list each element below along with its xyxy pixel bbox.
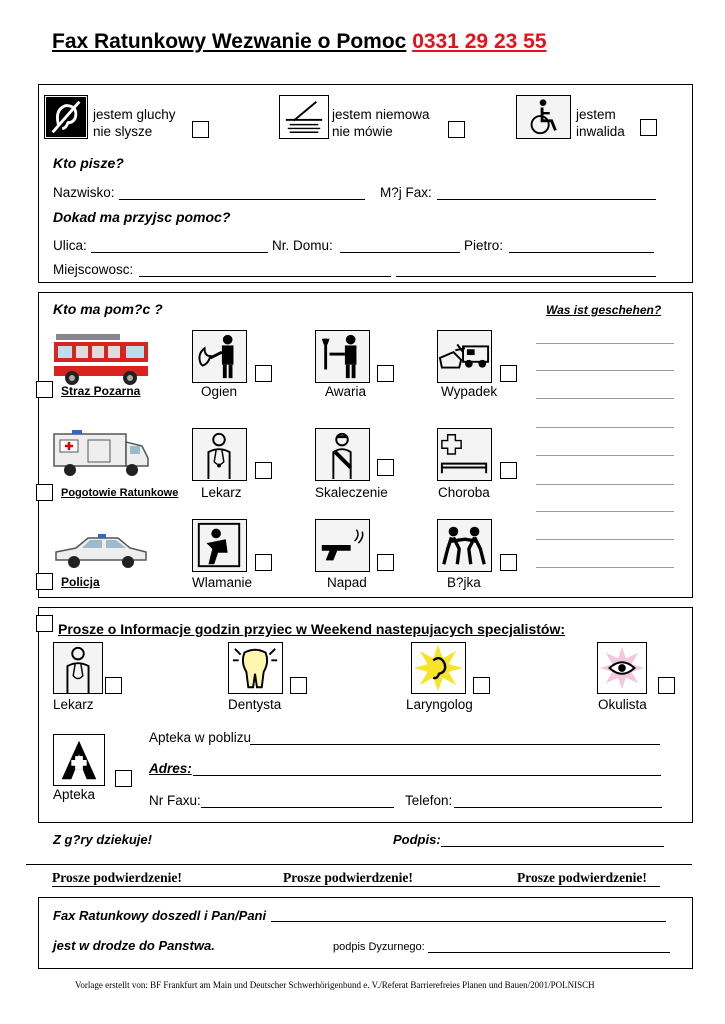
- city-field[interactable]: [139, 276, 391, 277]
- doctor-checkbox[interactable]: [255, 462, 272, 479]
- breakdown-icon: [315, 330, 370, 383]
- accident-icon: [437, 330, 492, 383]
- illness-icon: [437, 428, 492, 481]
- deaf-checkbox[interactable]: [192, 121, 209, 138]
- fire-icon: [192, 330, 247, 383]
- confirm-label-2: Prosze podwierdzenie!: [283, 870, 413, 885]
- street-label: Ulica:: [53, 238, 87, 253]
- fax-number-field[interactable]: [201, 807, 394, 808]
- fire-event-checkbox[interactable]: [255, 365, 272, 382]
- phone-label: Telefon:: [405, 793, 453, 808]
- mute-checkbox[interactable]: [448, 121, 465, 138]
- received-name-field[interactable]: [271, 921, 666, 922]
- eye-doctor-checkbox[interactable]: [658, 677, 675, 694]
- fight-icon: [437, 519, 492, 572]
- pharmacy-icon: [53, 734, 105, 786]
- police-checkbox[interactable]: [36, 573, 53, 590]
- dentist-label: Dentysta: [228, 697, 282, 712]
- divider: [26, 864, 692, 865]
- city-field-2[interactable]: [396, 276, 656, 277]
- house-field[interactable]: [340, 252, 460, 253]
- illness-checkbox[interactable]: [500, 462, 517, 479]
- accident-label: Wypadek: [441, 384, 498, 399]
- injury-checkbox[interactable]: [377, 459, 394, 476]
- address-label: Adres:: [149, 761, 192, 776]
- eye-doctor-icon: [597, 642, 647, 694]
- city-label: Miejscowosc:: [53, 262, 134, 277]
- deaf-label-1: jestem gluchy: [93, 107, 176, 122]
- answer-line[interactable]: [536, 427, 674, 428]
- robbery-icon: [315, 519, 370, 572]
- floor-label: Pietro:: [464, 238, 504, 253]
- fire-label: Straz Pozarna: [61, 384, 141, 398]
- deaf-label-2: nie slysze: [93, 124, 153, 139]
- answer-line[interactable]: [536, 484, 674, 485]
- breakdown-label: Awaria: [325, 384, 367, 399]
- dispatcher-field[interactable]: [428, 952, 670, 953]
- dentist-icon: [228, 642, 283, 694]
- ambulance-checkbox[interactable]: [36, 484, 53, 501]
- wheelchair-icon: [516, 95, 571, 139]
- answer-line[interactable]: [536, 398, 674, 399]
- mute-label-1: jestem niemowa: [332, 107, 430, 122]
- ent-icon: [411, 642, 466, 694]
- where-heading: Dokad ma przyjsc pomoc?: [53, 209, 231, 225]
- ambulance-icon: [52, 428, 150, 480]
- dispatcher-label: podpis Dyzurnego:: [333, 941, 425, 953]
- robbery-checkbox[interactable]: [377, 554, 394, 571]
- accident-checkbox[interactable]: [500, 365, 517, 382]
- surname-label: Nazwisko:: [53, 185, 115, 200]
- answer-line[interactable]: [536, 370, 674, 371]
- pharmacy-near-label: Apteka w poblizu: [149, 730, 252, 745]
- confirm-label-1: Prosze podwierdzenie!: [52, 870, 182, 885]
- weekend-info-heading: Prosze o Informacje godzin przyiec w Weekend nastepujacych specjalistów:: [58, 621, 566, 637]
- signature-field[interactable]: [441, 846, 664, 847]
- dentist-checkbox[interactable]: [290, 677, 307, 694]
- police-car-icon: [52, 530, 150, 572]
- address-field[interactable]: [193, 775, 661, 776]
- who-heading: Kto pisze?: [53, 155, 124, 171]
- illness-label: Choroba: [438, 485, 490, 500]
- disabled-label-1: jestem: [576, 107, 616, 122]
- pharmacy-near-field[interactable]: [250, 744, 660, 745]
- police-label: Policja: [61, 575, 100, 589]
- answer-line[interactable]: [536, 511, 674, 512]
- fire-item-label: Ogien: [201, 384, 238, 399]
- footer-note: Vorlage erstellt von: BF Frankfurt am Main und Deutscher Schwerhörigenbund e. V./Referat Barrierefreies Planen und Bauen/2001/POLNISCH: [75, 980, 595, 990]
- thanks-text: Z g?ry dziekuje!: [53, 832, 152, 847]
- street-field[interactable]: [91, 252, 268, 253]
- signature-label: Podpis:: [393, 832, 441, 847]
- specialist-doctor-label: Lekarz: [53, 697, 94, 712]
- ent-label: Laryngolog: [406, 697, 473, 712]
- divider: [52, 886, 660, 887]
- specialist-doctor-checkbox[interactable]: [105, 677, 122, 694]
- fax-label: M?j Fax:: [380, 185, 432, 200]
- ambulance-label: Pogotowie Ratunkowe: [61, 487, 179, 499]
- deaf-icon: [44, 95, 88, 139]
- disabled-checkbox[interactable]: [640, 119, 657, 136]
- injury-icon: [315, 428, 370, 481]
- fax-number-label: Nr Faxu:: [149, 793, 201, 808]
- weekend-info-checkbox[interactable]: [36, 615, 53, 632]
- fight-label: B?jka: [447, 575, 481, 590]
- burglary-icon: [192, 519, 247, 572]
- doctor-icon: [192, 428, 247, 481]
- robbery-label: Napad: [327, 575, 367, 590]
- what-happened-heading: Was ist geschehen?: [546, 303, 662, 317]
- doctor-label: Lekarz: [201, 485, 242, 500]
- page-title-text: Fax Ratunkowy Wezwanie o Pomoc: [52, 30, 407, 53]
- burglary-checkbox[interactable]: [255, 554, 272, 571]
- fight-checkbox[interactable]: [500, 554, 517, 571]
- answer-line[interactable]: [536, 539, 674, 540]
- answer-line[interactable]: [536, 455, 674, 456]
- on-way-text: jest w drodze do Panstwa.: [53, 938, 215, 953]
- received-text: Fax Ratunkowy doszedl i Pan/Pani: [53, 908, 267, 923]
- help-heading: Kto ma pom?c ?: [53, 301, 163, 317]
- ent-checkbox[interactable]: [473, 677, 490, 694]
- confirm-label-3: Prosze podwierdzenie!: [517, 870, 647, 885]
- house-label: Nr. Domu:: [272, 238, 333, 253]
- fax-field[interactable]: [437, 199, 656, 200]
- surname-field[interactable]: [119, 199, 365, 200]
- mute-icon: [279, 95, 329, 139]
- page-title: [52, 30, 547, 54]
- pharmacy-checkbox[interactable]: [115, 770, 132, 787]
- burglary-label: Wlamanie: [192, 575, 253, 590]
- specialist-doctor-icon: [53, 642, 103, 694]
- weekend-info-section: [38, 607, 693, 823]
- fire-truck-icon: [52, 330, 150, 386]
- injury-label: Skaleczenie: [315, 485, 388, 500]
- answer-line[interactable]: [536, 567, 674, 568]
- breakdown-checkbox[interactable]: [377, 365, 394, 382]
- pharmacy-label: Apteka: [53, 787, 96, 802]
- disabled-label-2: inwalida: [576, 124, 625, 139]
- floor-field[interactable]: [509, 252, 654, 253]
- mute-label-2: nie mówie: [332, 124, 393, 139]
- fire-checkbox[interactable]: [36, 381, 53, 398]
- eye-doctor-label: Okulista: [598, 697, 647, 712]
- answer-line[interactable]: [536, 343, 674, 344]
- phone-field[interactable]: [454, 807, 662, 808]
- fax-number: 0331 29 23 55: [412, 30, 547, 53]
